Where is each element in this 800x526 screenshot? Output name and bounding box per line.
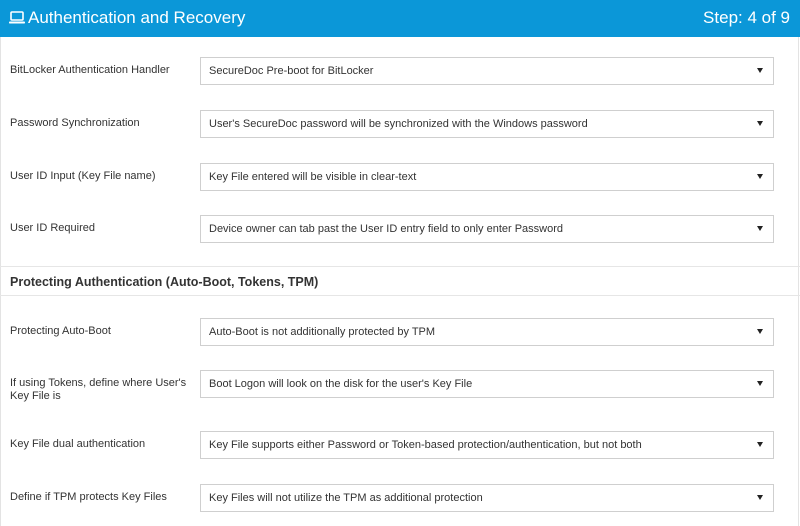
password-sync-select[interactable] — [200, 110, 774, 138]
setting-label: User ID Required — [10, 222, 95, 234]
setting-label: Key File dual authentication — [10, 438, 146, 450]
setting-label: If using Tokens, define where User's Key File is — [10, 377, 187, 402]
user-id-input-select[interactable] — [200, 163, 774, 191]
setting-label: BitLocker Authentication Handler — [10, 64, 170, 76]
select-value: Key File supports either Password or Token-based protection/authentication, but not both — [209, 439, 642, 451]
select-value: Key File entered will be visible in clear-text — [209, 171, 417, 183]
select-value: Key Files will not utilize the TPM as additional protection — [209, 492, 483, 504]
protecting-auto-boot-select[interactable] — [200, 318, 774, 346]
page-header — [0, 0, 800, 37]
dropdown-arrow-icon[interactable] — [757, 381, 763, 386]
user-id-required-select[interactable] — [200, 215, 774, 243]
dropdown-arrow-icon[interactable] — [757, 442, 763, 447]
setting-label: Password Synchronization — [10, 117, 140, 129]
dropdown-arrow-icon[interactable] — [757, 226, 763, 231]
section-header — [0, 266, 800, 296]
dropdown-arrow-icon[interactable] — [757, 495, 763, 500]
page-title: Authentication and Recovery — [28, 8, 246, 27]
dropdown-arrow-icon[interactable] — [757, 174, 763, 179]
select-value: SecureDoc Pre-boot for BitLocker — [209, 65, 374, 77]
select-value: Auto-Boot is not additionally protected by TPM — [209, 326, 436, 338]
section-title: Protecting Authentication (Auto-Boot, Tokens, TPM) — [10, 275, 319, 289]
dropdown-arrow-icon[interactable] — [757, 121, 763, 126]
setting-label: Define if TPM protects Key Files — [10, 491, 167, 503]
setting-label: Protecting Auto-Boot — [10, 325, 111, 337]
select-value: Device owner can tab past the User ID entry field to only enter Password — [209, 223, 564, 235]
token-key-file-location-select[interactable] — [200, 370, 774, 398]
tpm-key-files-select[interactable] — [200, 484, 774, 512]
setting-label: User ID Input (Key File name) — [10, 170, 156, 182]
select-value: User's SecureDoc password will be synchronized with the Windows password — [209, 118, 588, 130]
key-file-dual-auth-select[interactable] — [200, 431, 774, 459]
select-value: Boot Logon will look on the disk for the user's Key File — [209, 378, 473, 390]
step-indicator: Step: 4 of 9 — [703, 8, 790, 27]
dropdown-arrow-icon[interactable] — [757, 68, 763, 73]
dropdown-arrow-icon[interactable] — [757, 329, 763, 334]
laptop-icon — [8, 11, 26, 25]
bitlocker-handler-select[interactable] — [200, 57, 774, 85]
